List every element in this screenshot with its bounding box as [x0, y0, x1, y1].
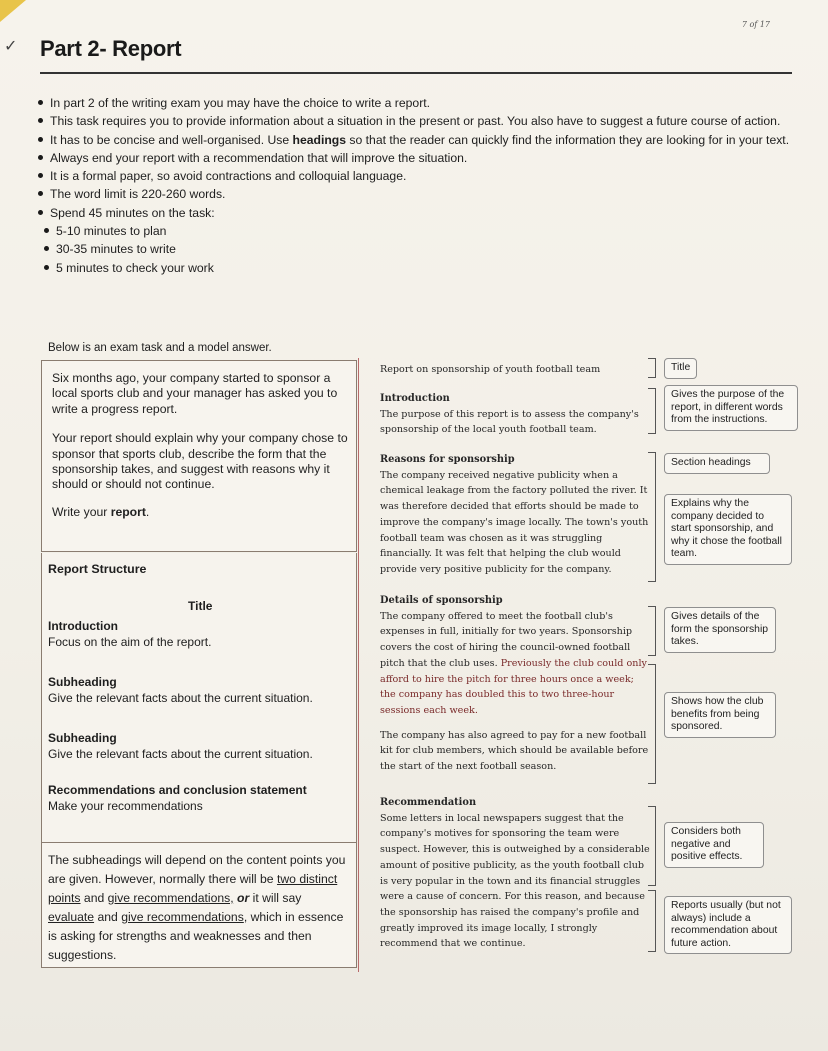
structure-heading: Report Structure: [48, 562, 147, 576]
note-underlined: give recommendations: [121, 910, 244, 924]
note-text: it will say: [249, 891, 302, 905]
subheadings-note-box: [41, 842, 357, 968]
sub-bullet-item: 30-35 minutes to write: [42, 240, 792, 258]
task-instruction: [52, 505, 348, 520]
callout-effects: Considers both negative and positive effects.: [664, 822, 764, 868]
time-sub-list: [42, 222, 792, 277]
callout-purpose: Gives the purpose of the report, in different words from the instructions.: [664, 385, 798, 431]
model-section-heading: Details of sponsorship: [380, 595, 503, 606]
model-section-text: The company has also agreed to pay for a new football kit for club members, which should be available before the start of the next football season.: [380, 729, 649, 773]
annotation-bracket: [648, 452, 656, 582]
sub-bullet-item: 5-10 minutes to plan: [42, 222, 792, 240]
model-section-text: Some letters in local newspapers suggest that the company's motives for sponsoring the team were suspect. However, this is outweighed by a considerable amount of positive publicity, as the youth football club is very popular in the town and its financial struggles were a cause of concern. For this reason, and because the sponsorship has raised the company's profile and greatly improved its image locally, I strongly recommend that we continue.: [380, 812, 650, 950]
bullet-item: The word limit is 220-260 words.: [36, 185, 792, 203]
page-number: 7 of 17: [741, 20, 770, 29]
note-text: and: [80, 891, 108, 905]
details-highlight-text: Previously the club could only afford to hire the pitch for three hours once a week; the company has doubled this to two three-hour sessions each week.: [380, 657, 647, 716]
bullet-item: Spend 45 minutes on the task:: [36, 204, 792, 222]
callout-section-headings: Section headings: [664, 453, 770, 474]
bullet-item: In part 2 of the writing exam you may have the choice to write a report.: [36, 94, 792, 112]
page-title: Part 2- Report: [40, 36, 182, 61]
structure-item-heading: Introduction: [48, 619, 118, 633]
model-recommendation-section: [380, 795, 652, 952]
callout-form-details: Gives details of the form the sponsorship takes.: [664, 607, 776, 653]
bullet-bold-text: headings: [292, 132, 347, 147]
title-divider: [40, 72, 792, 74]
structure-item-text: Focus on the aim of the report.: [48, 635, 212, 649]
intro-line: Below is an exam task and a model answer.: [48, 342, 272, 354]
task-instruction-end: .: [145, 504, 150, 519]
structure-item-heading: Recommendations and conclusion statement: [48, 783, 307, 797]
bullet-item: This task requires you to provide information about a situation in the present or past. You also have to suggest a future course of action.: [36, 112, 792, 130]
model-report-title: Report on sponsorship of youth football team: [380, 364, 601, 375]
callout-club-benefits: Shows how the club benefits from being sponsored.: [664, 692, 776, 738]
page-corner-tab: [0, 0, 26, 22]
task-paragraph: Six months ago, your company started to sponsor a local sports club and your manager has asked you to write a progress report.: [52, 371, 338, 416]
note-underlined: evaluate: [48, 910, 95, 924]
note-text: and: [94, 910, 122, 924]
note-text: , which in essence is asking for strengths and weaknesses and then suggestions.: [48, 910, 344, 962]
model-reasons-section: [380, 452, 652, 578]
structure-item-text: Give the relevant facts about the current situation.: [48, 691, 313, 705]
model-section-text: The purpose of this report is to assess the company's sponsorship of the local youth football team.: [380, 408, 639, 436]
task-paragraph: Your report should explain why your company chose to sponsor that sports club, describe the form that the sponsorship takes, and suggest with reasons why it should or should not continue.: [52, 431, 348, 492]
annotation-bracket: [648, 388, 656, 434]
model-section-heading: Reasons for sponsorship: [380, 454, 515, 465]
bullet-item: [36, 131, 792, 149]
annotation-bracket: [648, 806, 656, 886]
annotation-bracket: [648, 606, 656, 656]
note-emphasis: or: [237, 891, 250, 905]
model-section-heading: Introduction: [380, 393, 450, 404]
structure-item: [48, 674, 313, 706]
callout-why-sponsor: Explains why the company decided to start sponsorship, and why it chose the football team.: [664, 494, 792, 565]
structure-item: [48, 730, 313, 762]
structure-item-heading: Subheading: [48, 731, 117, 745]
note-underlined: give recommendations,: [107, 891, 234, 905]
margin-rule: [358, 358, 359, 972]
bullet-item: It is a formal paper, so avoid contractions and colloquial language.: [36, 167, 792, 185]
bullet-text: so that the reader can quickly find the information they are looking for in your text.: [346, 132, 790, 147]
structure-item-text: Give the relevant facts about the current situation.: [48, 747, 313, 761]
annotation-bracket: [648, 358, 656, 378]
sub-bullet-item: 5 minutes to check your work: [42, 259, 792, 277]
model-details-section: [380, 593, 652, 775]
annotation-bracket: [648, 890, 656, 952]
structure-item-heading: Subheading: [48, 675, 117, 689]
bullet-text: It has to be concise and well-organised. Use: [50, 132, 293, 147]
task-instruction-text: Write your: [52, 504, 111, 519]
exam-task-box: [41, 360, 357, 552]
info-bullet-list: [36, 94, 792, 277]
callout-recommendation: Reports usually (but not always) include a recommendation about future action.: [664, 896, 792, 954]
checkmark-icon: ✓: [4, 38, 18, 55]
details-text: The company offered to meet the football club's expenses in full, initially for two years. Sponsorship covers the cost of hiring the council-owned football pitch that the club uses.: [380, 610, 633, 669]
sub-bullet-container: [36, 222, 792, 277]
task-instruction-bold: report: [110, 504, 146, 519]
model-section-text: The company received negative publicity when a chemical leakage from the factory polluted the river. It was therefore decided that efforts should be made to improve the company's image locally. The town's youth football team was chosen as it was struggling financially. It was felt that helping the club would provide very positive publicity for the company.: [380, 469, 649, 575]
structure-item: [48, 782, 307, 814]
bullet-item: Always end your report with a recommendation that will improve the situation.: [36, 149, 792, 167]
note-text: The subheadings will depend on the content points you are given. However, normally there will be: [48, 853, 346, 886]
model-section-heading: Recommendation: [380, 797, 477, 808]
structure-title-label: Title: [188, 599, 213, 613]
callout-title: Title: [664, 358, 697, 379]
structure-item-text: Make your recommendations: [48, 799, 203, 813]
structure-item: [48, 618, 211, 650]
model-introduction-section: [380, 391, 652, 438]
note-underlined: two distinct points: [48, 872, 338, 905]
annotation-bracket: [648, 664, 656, 784]
model-section-text: [380, 609, 652, 719]
